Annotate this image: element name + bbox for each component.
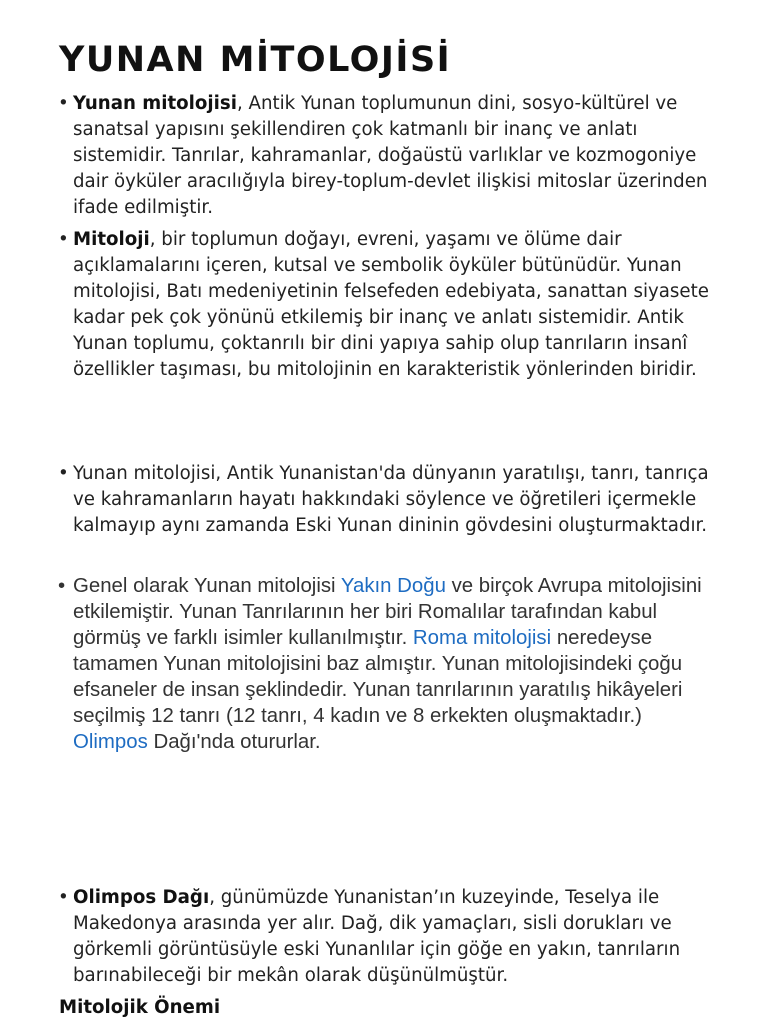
paragraph-yunan-mitolojisi: [58, 91, 718, 221]
term-mitoloji: Mitoloji: [73, 229, 150, 250]
bullet-icon: •: [58, 229, 69, 250]
term-yunan-mitolojisi: Yunan mitolojisi: [73, 93, 237, 114]
paragraph-text: , günümüzde Yunanistan’ın kuzeyinde, Teselya ile Makedonya arasında yer alır. Dağ, dik yamaçları, sisli dorukları ve görkemli görüntüsüyle eski Yunanlılar için göğe en yakın, tanrıların barınabileceği bir mekân olarak düşünülmüştür.: [73, 887, 681, 986]
paragraph-text: Genel olarak Yunan mitolojisi: [73, 575, 341, 597]
section-heading-mitolojik-onemi: Mitolojik Önemi: [59, 997, 221, 1018]
paragraph-text: Dağı'nda otururlar.: [147, 731, 321, 753]
paragraph-olimpos-dagi: [58, 885, 718, 989]
paragraph-text: Yunan mitolojisi, Antik Yunanistan'da dünyanın yaratılışı, tanrı, tanrıça ve kahramanların hayatı hakkındaki söylence ve öğretileri içermekle kalmayıp aynı zamanda Eski Yunan dininin gövdesini oluşturmaktadır.: [73, 463, 709, 536]
paragraph-text: , Antik Yunan toplumunun dini, sosyo-kültürel ve sanatsal yapısını şekillendiren çok katmanlı bir inanç ve anlatı sistemidir. Tanrılar, kahramanlar, doğaüstü varlıklar ve kozmogoniye dair öyküler aracılığıyla birey-toplum-devlet ilişkisi mitoslar üzerinden ifade edilmiştir.: [73, 93, 708, 218]
link-roma-mitolojisi[interactable]: Roma mitolojisi: [412, 627, 552, 649]
paragraph-text: , bir toplumun doğayı, evreni, yaşamı ve ölüme dair açıklamalarını içeren, kutsal ve sembolik öyküler bütünüdür. Yunan mitolojisi, Batı medeniyetinin felsefeden edebiyata, sanattan siyasete kadar pek çok yönünü etkilemiş bir inanç ve anlatı sistemidir. Antik Yunan toplumu, çoktanrılı bir dini yapıya sahip olup tanrıların insanî özellikler taşıması, bu mitolojinin en karakteristik yönlerinden biridir.: [73, 229, 709, 380]
paragraph-mitoloji: [58, 227, 718, 383]
paragraph-text: ve birçok Avrupa mitolojisini etkilemiştir. Yunan Tanrılarının her biri Romalılar tarafından kabul görmüş ve farklı isimler kullanılmıştır.: [73, 575, 702, 649]
link-yakin-dogu[interactable]: Yakın Doğu: [340, 575, 446, 597]
bullet-icon: •: [58, 93, 69, 114]
page-title: YUNAN MİTOLOJİSİ: [59, 40, 452, 80]
paragraph-text: neredeyse tamamen Yunan mitolojisini baz almıştır. Yunan mitolojisindeki çoğu efsaneler de insan şeklindedir. Yunan tanrılarının yaratılış hikâyeleri seçilmiş 12 tanrı (12 tanrı, 4 kadın ve 8 erkekten oluşmaktadır.): [73, 627, 683, 727]
term-olimpos-dagi: Olimpos Dağı: [73, 887, 210, 908]
bullet-icon: •: [58, 463, 69, 484]
paragraph-genel-olarak: [58, 573, 718, 755]
paragraph-antik-yunanistan: [58, 461, 718, 539]
link-olimpos[interactable]: Olimpos: [73, 731, 148, 753]
bullet-icon: •: [58, 887, 69, 908]
bullet-icon: •: [58, 575, 66, 597]
